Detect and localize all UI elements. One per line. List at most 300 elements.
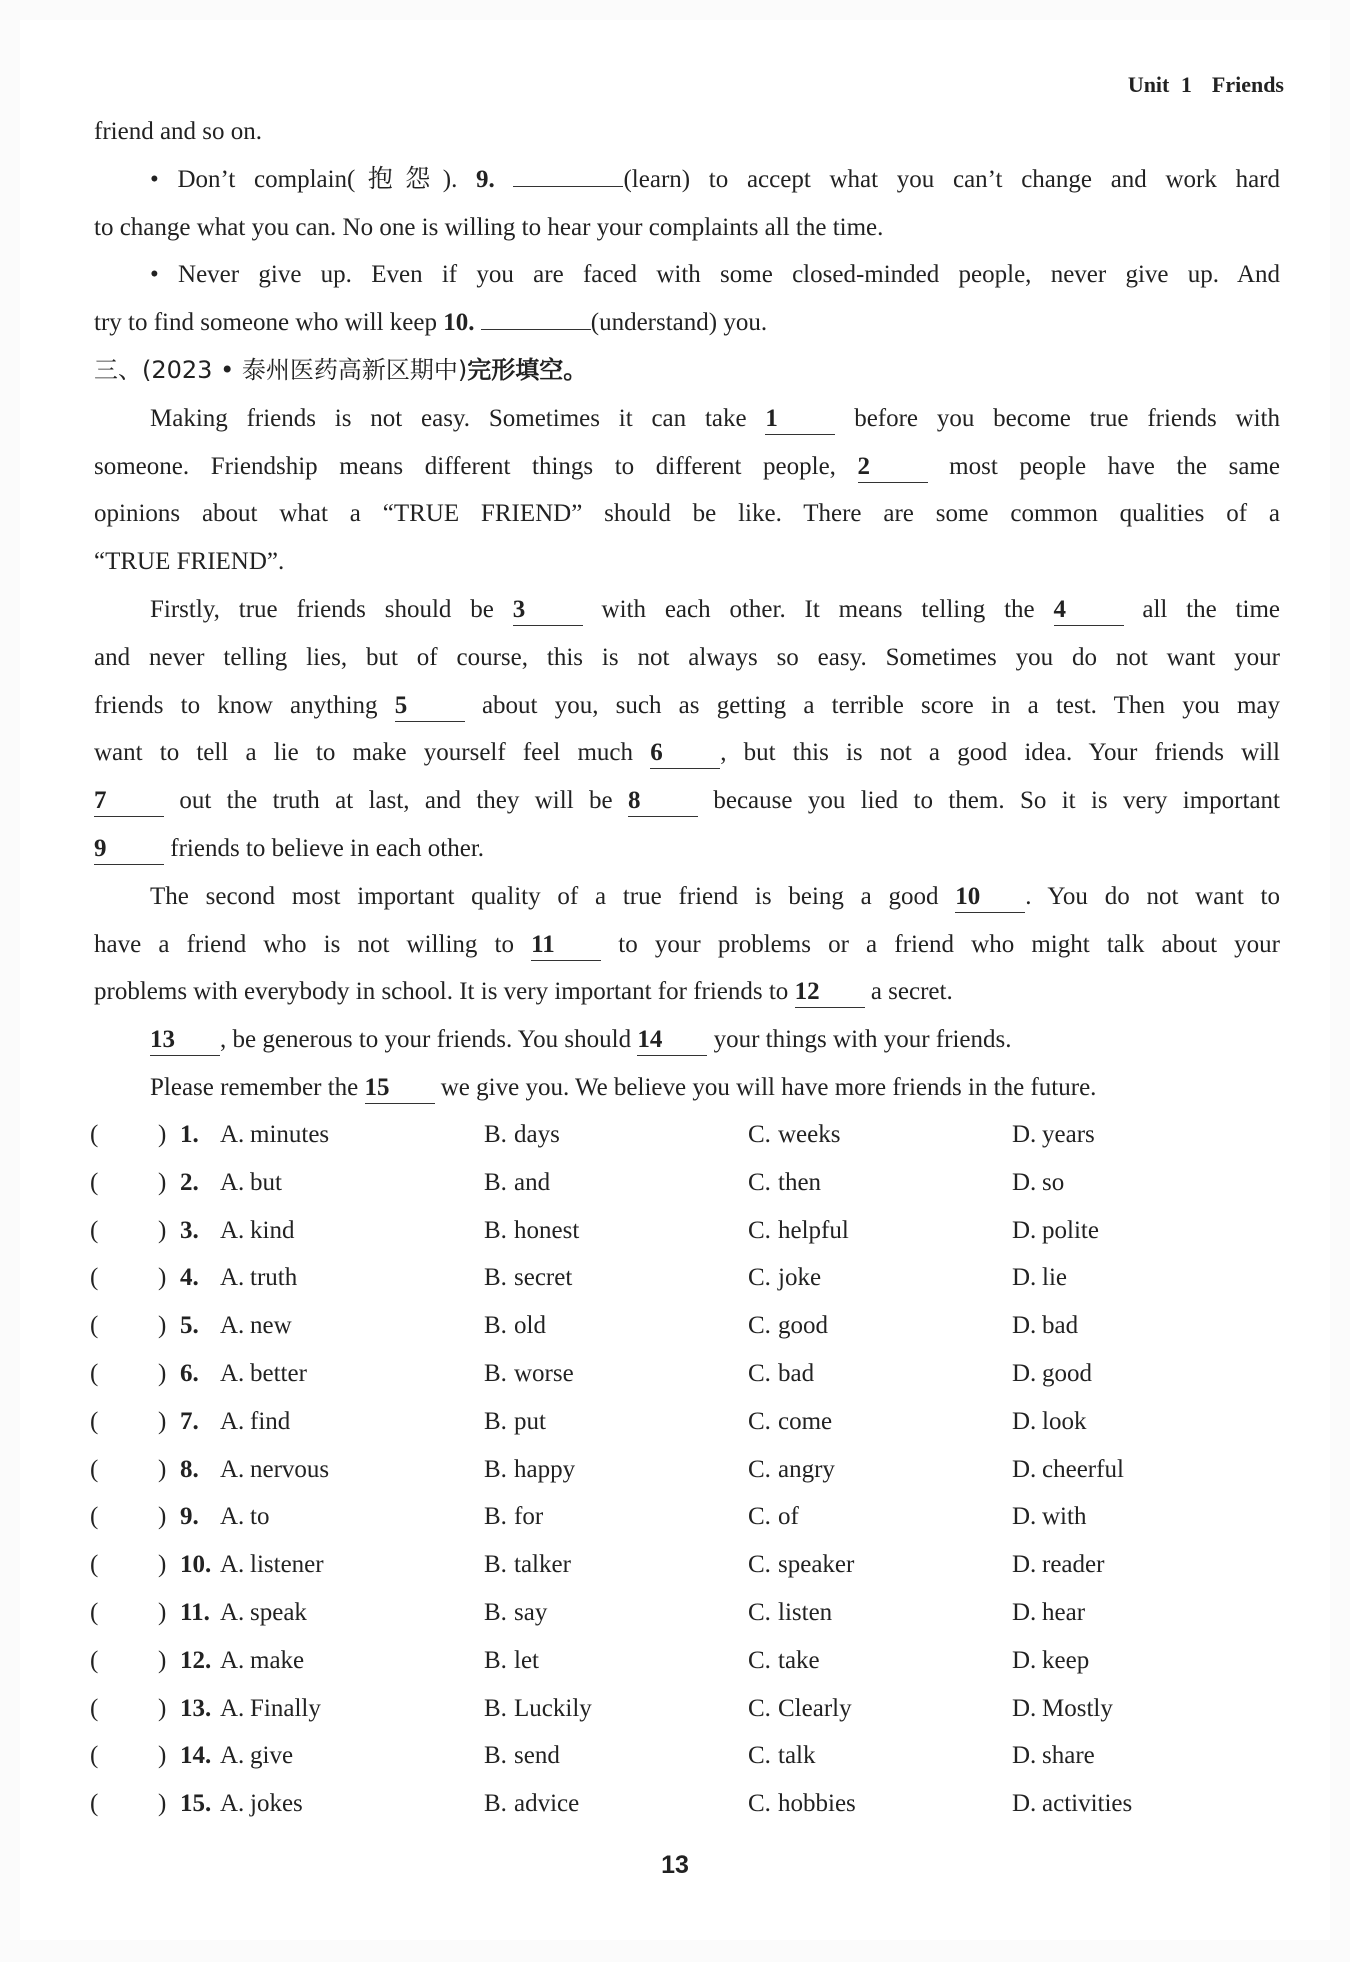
text: Firstly, true friends should be — [150, 595, 513, 623]
option-text: kind — [250, 1216, 295, 1244]
item-number: 9. — [476, 165, 495, 193]
option-d[interactable] — [1012, 1302, 1078, 1350]
option-a[interactable] — [220, 1350, 307, 1398]
option-letter: B. — [484, 1694, 507, 1722]
page-number: 13 — [661, 1851, 689, 1879]
question-number: 8. — [180, 1455, 199, 1483]
answer-paren-close: ) — [158, 1598, 167, 1626]
text: with each other. It means telling the — [582, 595, 1054, 623]
option-a[interactable] — [220, 1589, 307, 1637]
section-heading — [94, 347, 1280, 395]
option-b[interactable] — [484, 1685, 592, 1733]
option-letter: B. — [484, 1646, 507, 1674]
option-letter: C. — [748, 1455, 771, 1483]
question-row — [90, 1637, 1280, 1685]
option-text: come — [778, 1407, 833, 1435]
cloze-blank: 11 — [531, 930, 601, 961]
answer-paren-close: ) — [158, 1312, 167, 1340]
cloze-line — [94, 968, 1280, 1016]
option-text: cheerful — [1042, 1455, 1124, 1483]
option-a[interactable] — [220, 1446, 329, 1494]
cloze-line — [94, 682, 1280, 730]
option-text: good — [778, 1312, 828, 1340]
text: your things with your friends. — [707, 1026, 1012, 1054]
text: (learn) to accept what you can’t change and work hard — [623, 165, 1280, 193]
option-letter: A. — [220, 1790, 245, 1818]
option-text: nervous — [250, 1455, 330, 1483]
answer-paren-open[interactable]: ( — [90, 1168, 99, 1196]
cloze-blank: 4 — [1054, 595, 1124, 626]
option-d[interactable] — [1012, 1111, 1095, 1159]
option-a[interactable] — [220, 1302, 292, 1350]
option-text: reader — [1042, 1551, 1105, 1579]
option-letter: A. — [220, 1168, 245, 1196]
passage-line — [94, 108, 1280, 156]
option-letter: D. — [1012, 1407, 1037, 1435]
answer-paren-close: ) — [158, 1694, 167, 1722]
option-b[interactable] — [484, 1637, 539, 1685]
answer-paren-close: ) — [158, 1551, 167, 1579]
option-letter: A. — [220, 1121, 245, 1148]
text: because you lied to them. So it is very important — [697, 787, 1280, 815]
option-letter: B. — [484, 1407, 507, 1435]
option-text: keep — [1042, 1646, 1090, 1674]
cloze-line — [94, 586, 1280, 634]
option-a[interactable] — [220, 1207, 294, 1255]
passage-line — [94, 204, 1280, 252]
question-row — [90, 1254, 1280, 1302]
option-text: but — [250, 1168, 282, 1196]
text: The second most important quality of a true friend is being a good — [150, 882, 956, 910]
option-b[interactable] — [484, 1302, 546, 1350]
passage-line — [94, 299, 1280, 347]
option-d[interactable] — [1012, 1780, 1132, 1828]
option-text: lie — [1042, 1264, 1067, 1292]
option-b[interactable] — [484, 1350, 574, 1398]
option-letter: C. — [748, 1646, 771, 1674]
option-text: for — [514, 1503, 544, 1531]
question-number: 15. — [180, 1790, 212, 1818]
question-number: 12. — [180, 1646, 212, 1674]
option-text: so — [1042, 1168, 1065, 1196]
option-c[interactable] — [748, 1207, 849, 1255]
text: . You do not want to — [1025, 882, 1280, 910]
answer-paren-open[interactable]: ( — [90, 1216, 99, 1244]
option-b[interactable] — [484, 1446, 575, 1494]
option-letter: B. — [484, 1121, 507, 1148]
cloze-line — [94, 873, 1280, 921]
answer-paren-open[interactable]: ( — [90, 1551, 99, 1579]
option-b[interactable] — [484, 1398, 546, 1446]
option-d[interactable] — [1012, 1685, 1113, 1733]
option-c[interactable] — [748, 1493, 799, 1541]
question-number: 11. — [180, 1598, 210, 1626]
option-b[interactable] — [484, 1732, 560, 1780]
cloze-blank: 9 — [94, 834, 164, 865]
option-letter: B. — [484, 1168, 507, 1196]
option-text: bad — [778, 1359, 815, 1387]
option-text: secret — [514, 1264, 573, 1292]
option-d[interactable] — [1012, 1350, 1092, 1398]
option-letter: D. — [1012, 1168, 1037, 1196]
text: • Never give up. Even if you are faced with some closed-minded people, never give up. And — [150, 261, 1280, 289]
option-text: say — [514, 1598, 548, 1626]
option-d[interactable] — [1012, 1446, 1124, 1494]
cloze-blank: 5 — [395, 691, 465, 722]
option-letter: C. — [748, 1312, 771, 1340]
text: want to tell a lie to make yourself feel much — [94, 739, 651, 767]
option-text: angry — [778, 1455, 835, 1483]
option-letter: A. — [220, 1264, 245, 1292]
option-c[interactable] — [748, 1159, 821, 1207]
answer-paren-close: ) — [158, 1264, 167, 1292]
option-letter: C. — [748, 1407, 771, 1435]
text: to your problems or a friend who might talk about your — [601, 930, 1280, 958]
text: Please remember the — [150, 1073, 365, 1101]
option-letter: D. — [1012, 1359, 1037, 1387]
question-row — [90, 1159, 1280, 1207]
cloze-line — [94, 921, 1280, 969]
text: friend and so on. — [94, 118, 263, 145]
option-text: Mostly — [1042, 1694, 1113, 1722]
option-text: activities — [1042, 1790, 1133, 1818]
option-text: make — [250, 1646, 305, 1674]
option-letter: A. — [220, 1455, 245, 1483]
text: about you, such as getting a terrible score in a test. Then you may — [464, 691, 1280, 719]
option-letter: B. — [484, 1312, 507, 1340]
section-source: 三、(2023 • 泰州医药高新区期中) — [94, 355, 468, 384]
option-a[interactable] — [220, 1493, 269, 1541]
option-letter: D. — [1012, 1742, 1037, 1770]
header-unit: Unit 1 — [1127, 72, 1192, 97]
option-d[interactable] — [1012, 1589, 1085, 1637]
option-letter: C. — [748, 1359, 771, 1387]
text: Making friends is not easy. Sometimes it can take — [150, 404, 766, 432]
option-c[interactable] — [748, 1111, 840, 1159]
cloze-blank: 2 — [858, 452, 928, 483]
option-d[interactable] — [1012, 1159, 1064, 1207]
option-text: years — [1042, 1121, 1095, 1148]
option-letter: B. — [484, 1455, 507, 1483]
option-d[interactable] — [1012, 1637, 1089, 1685]
question-row — [90, 1111, 1280, 1159]
answer-paren-open[interactable]: ( — [90, 1312, 99, 1340]
text: “TRUE FRIEND”. — [94, 548, 285, 576]
text: and never telling lies, but of course, this is not always so easy. Sometimes you do not want your — [94, 643, 1280, 671]
option-text: share — [1042, 1742, 1095, 1770]
option-text: give — [250, 1742, 294, 1770]
header-title: Friends — [1211, 72, 1284, 97]
option-b[interactable] — [484, 1159, 550, 1207]
answer-paren-close: ) — [158, 1455, 167, 1483]
option-a[interactable] — [220, 1541, 324, 1589]
option-letter: D. — [1012, 1503, 1037, 1531]
option-letter: B. — [484, 1359, 507, 1387]
option-text: talk — [778, 1742, 816, 1770]
answer-paren-close: ) — [158, 1407, 167, 1435]
option-letter: D. — [1012, 1312, 1037, 1340]
cloze-blank: 1 — [765, 404, 835, 435]
question-row — [90, 1685, 1280, 1733]
cloze-blank: 14 — [637, 1025, 707, 1056]
option-d[interactable] — [1012, 1541, 1104, 1589]
question-number: 1. — [180, 1121, 199, 1148]
cloze-line — [94, 777, 1280, 825]
cloze-blank: 8 — [628, 786, 698, 817]
question-row — [90, 1780, 1280, 1828]
question-number: 2. — [180, 1168, 199, 1196]
option-letter: B. — [484, 1742, 507, 1770]
option-text: send — [514, 1742, 560, 1770]
option-letter: D. — [1012, 1216, 1037, 1244]
content — [94, 108, 1280, 1112]
option-letter: C. — [748, 1598, 771, 1626]
option-a[interactable] — [220, 1637, 304, 1685]
option-text: look — [1042, 1407, 1087, 1435]
option-c[interactable] — [748, 1637, 820, 1685]
passage-line — [94, 156, 1280, 204]
option-text: Finally — [250, 1694, 321, 1722]
option-d[interactable] — [1012, 1398, 1086, 1446]
option-text: advice — [514, 1790, 580, 1818]
option-letter: A. — [220, 1742, 245, 1770]
option-text: hobbies — [778, 1790, 856, 1818]
answer-paren-close: ) — [158, 1503, 167, 1531]
text: someone. Friendship means different things to different people, — [94, 452, 858, 480]
option-text: honest — [514, 1216, 580, 1244]
option-letter: B. — [484, 1790, 507, 1818]
answer-blank-10[interactable] — [481, 329, 591, 330]
cloze-blank: 13 — [150, 1025, 220, 1056]
option-text: listen — [778, 1598, 833, 1626]
option-text: old — [514, 1312, 546, 1340]
option-letter: B. — [484, 1503, 507, 1531]
option-letter: A. — [220, 1312, 245, 1340]
option-text: jokes — [250, 1790, 303, 1818]
page-header — [1128, 72, 1284, 98]
option-letter: A. — [220, 1503, 245, 1531]
option-b[interactable] — [484, 1207, 579, 1255]
cloze-blank: 12 — [795, 977, 865, 1008]
text: a secret. — [864, 978, 953, 1006]
option-text: of — [778, 1503, 799, 1531]
option-c[interactable] — [748, 1780, 856, 1828]
answer-paren-close: ) — [158, 1790, 167, 1818]
answer-paren-close: ) — [158, 1742, 167, 1770]
option-letter: C. — [748, 1216, 771, 1244]
answer-paren-close: ) — [158, 1168, 167, 1196]
option-letter: D. — [1012, 1121, 1037, 1148]
option-b[interactable] — [484, 1111, 560, 1159]
question-row — [90, 1541, 1280, 1589]
option-a[interactable] — [220, 1111, 329, 1159]
question-number: 13. — [180, 1694, 212, 1722]
option-a[interactable] — [220, 1780, 303, 1828]
option-a[interactable] — [220, 1685, 321, 1733]
question-number: 6. — [180, 1359, 199, 1387]
question-number: 7. — [180, 1407, 199, 1435]
text: friends to believe in each other. — [164, 834, 485, 862]
answer-paren-open[interactable]: ( — [90, 1790, 99, 1818]
option-c[interactable] — [748, 1302, 828, 1350]
option-letter: D. — [1012, 1455, 1037, 1483]
option-text: worse — [514, 1359, 574, 1387]
option-a[interactable] — [220, 1159, 282, 1207]
option-text: bad — [1042, 1312, 1079, 1340]
text: friends to know anything — [94, 691, 395, 719]
cloze-line — [94, 1064, 1280, 1112]
text: before you become true friends with — [835, 404, 1280, 432]
option-text: days — [514, 1121, 560, 1148]
passage-line — [94, 251, 1280, 299]
option-c[interactable] — [748, 1446, 835, 1494]
option-letter: D. — [1012, 1264, 1037, 1292]
text: most people have the same — [927, 452, 1280, 480]
question-number: 10. — [180, 1551, 212, 1579]
option-letter: D. — [1012, 1551, 1037, 1579]
option-letter: B. — [484, 1264, 507, 1292]
option-text: helpful — [778, 1216, 849, 1244]
answer-paren-close: ) — [158, 1216, 167, 1244]
option-letter: C. — [748, 1503, 771, 1531]
option-text: good — [1042, 1359, 1092, 1387]
option-letter: A. — [220, 1694, 245, 1722]
cloze-blank: 10 — [955, 882, 1025, 913]
option-letter: C. — [748, 1790, 771, 1818]
option-c[interactable] — [748, 1398, 832, 1446]
text: • Don’t complain(抱怨). — [150, 165, 477, 193]
answer-paren-close: ) — [158, 1359, 167, 1387]
text: we give you. We believe you will have more friends in the future. — [434, 1073, 1097, 1101]
option-text: truth — [250, 1264, 298, 1292]
option-letter: D. — [1012, 1790, 1037, 1818]
option-a[interactable] — [220, 1254, 297, 1302]
text: , be generous to your friends. You should — [220, 1026, 638, 1054]
text: try to find someone who will keep — [94, 309, 444, 337]
answer-paren-open[interactable]: ( — [90, 1646, 99, 1674]
option-letter: C. — [748, 1551, 771, 1579]
option-d[interactable] — [1012, 1254, 1067, 1302]
question-row — [90, 1350, 1280, 1398]
option-c[interactable] — [748, 1254, 821, 1302]
option-text: polite — [1042, 1216, 1099, 1244]
text: , but this is not a good idea. Your friends will — [720, 739, 1280, 767]
option-letter: A. — [220, 1646, 245, 1674]
option-text: and — [514, 1168, 551, 1196]
answer-paren-open[interactable]: ( — [90, 1407, 99, 1435]
option-letter: C. — [748, 1694, 771, 1722]
option-b[interactable] — [484, 1254, 572, 1302]
question-row — [90, 1589, 1280, 1637]
option-d[interactable] — [1012, 1493, 1086, 1541]
option-text: talker — [514, 1551, 571, 1579]
cloze-line — [94, 729, 1280, 777]
cloze-blank: 7 — [94, 786, 164, 817]
option-c[interactable] — [748, 1732, 816, 1780]
answer-paren-open[interactable]: ( — [90, 1121, 99, 1148]
option-letter: C. — [748, 1264, 771, 1292]
option-text: joke — [778, 1264, 822, 1292]
question-number: 3. — [180, 1216, 199, 1244]
cloze-line — [94, 634, 1280, 682]
answer-blank-9[interactable] — [513, 186, 623, 187]
option-letter: A. — [220, 1407, 245, 1435]
question-row — [90, 1302, 1280, 1350]
option-text: put — [514, 1407, 546, 1435]
text: problems with everybody in school. It is very important for friends to — [94, 978, 795, 1006]
answer-paren-open[interactable]: ( — [90, 1455, 99, 1483]
option-text: better — [250, 1359, 307, 1387]
option-text: Luckily — [514, 1694, 592, 1722]
option-text: hear — [1042, 1598, 1086, 1626]
option-b[interactable] — [484, 1780, 579, 1828]
option-text: with — [1042, 1503, 1087, 1531]
cloze-line — [94, 1016, 1280, 1064]
option-b[interactable] — [484, 1541, 571, 1589]
text: have a friend who is not willing to — [94, 930, 532, 958]
option-text: happy — [514, 1455, 576, 1483]
option-text: minutes — [250, 1121, 330, 1148]
cloze-blank: 6 — [650, 738, 720, 769]
option-c[interactable] — [748, 1589, 832, 1637]
option-b[interactable] — [484, 1493, 543, 1541]
text: opinions about what a “TRUE FRIEND” should be like. There are some common qualities of a — [94, 500, 1280, 528]
option-c[interactable] — [748, 1541, 854, 1589]
option-text: then — [778, 1168, 822, 1196]
option-a[interactable] — [220, 1732, 293, 1780]
cloze-blank: 3 — [513, 595, 583, 626]
option-text: new — [250, 1312, 292, 1340]
option-b[interactable] — [484, 1589, 547, 1637]
option-text: weeks — [778, 1121, 841, 1148]
answer-paren-close: ) — [158, 1121, 167, 1148]
answer-paren-open[interactable]: ( — [90, 1264, 99, 1292]
answer-paren-open[interactable]: ( — [90, 1598, 99, 1626]
question-row — [90, 1207, 1280, 1255]
option-letter: D. — [1012, 1646, 1037, 1674]
question-number: 9. — [180, 1503, 199, 1531]
answer-paren-open[interactable]: ( — [90, 1694, 99, 1722]
option-c[interactable] — [748, 1350, 814, 1398]
cloze-line — [94, 395, 1280, 443]
option-letter: C. — [748, 1121, 771, 1148]
cloze-blank: 15 — [365, 1073, 435, 1104]
option-d[interactable] — [1012, 1207, 1099, 1255]
option-letter: C. — [748, 1168, 771, 1196]
option-text: to — [250, 1503, 270, 1531]
answer-paren-open[interactable]: ( — [90, 1742, 99, 1770]
question-row — [90, 1493, 1280, 1541]
cloze-line — [94, 490, 1280, 538]
text: to change what you can. No one is willing to hear your complaints all the time. — [94, 213, 884, 241]
question-number: 4. — [180, 1264, 199, 1292]
option-text: speaker — [778, 1551, 855, 1579]
text: all the time — [1123, 595, 1280, 623]
option-c[interactable] — [748, 1685, 852, 1733]
option-d[interactable] — [1012, 1732, 1095, 1780]
question-row — [90, 1732, 1280, 1780]
option-letter: B. — [484, 1216, 507, 1244]
answer-paren-open[interactable]: ( — [90, 1503, 99, 1531]
option-letter: A. — [220, 1598, 245, 1626]
answer-paren-open[interactable]: ( — [90, 1359, 99, 1387]
option-letter: C. — [748, 1742, 771, 1770]
text: out the truth at last, and they will be — [164, 787, 628, 815]
option-letter: A. — [220, 1551, 245, 1579]
option-a[interactable] — [220, 1398, 290, 1446]
option-letter: D. — [1012, 1598, 1037, 1626]
option-text: Clearly — [778, 1694, 852, 1722]
